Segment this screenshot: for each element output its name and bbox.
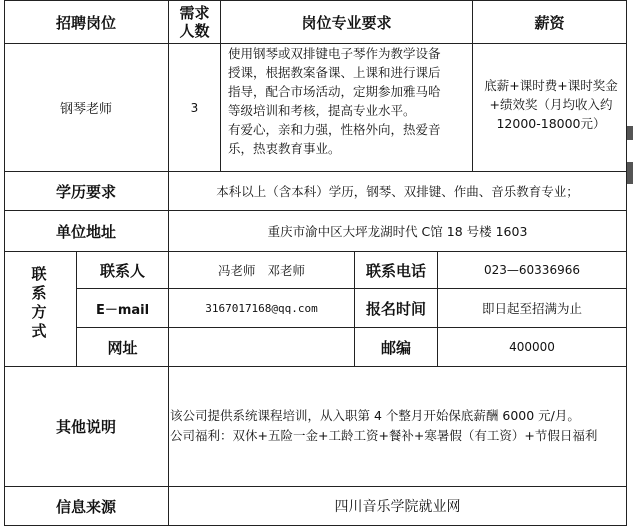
contact-person-value: 冯老师 邓老师: [218, 263, 305, 278]
contact-phone-label: 联系电话: [365, 261, 426, 280]
header-headcount-line1: 需求: [179, 4, 210, 22]
other-text: [170, 406, 630, 446]
other-line: 公司福利：双休+五险一金+工龄工资+餐补+寒暑假（有工资）+节假日福利: [170, 428, 598, 443]
edge-mark: [627, 126, 633, 140]
source-label: 信息来源: [55, 497, 116, 516]
address-label: 单位地址: [55, 222, 116, 241]
salary-line: 底薪+课时费+课时奖金: [484, 78, 618, 93]
header-headcount: [169, 1, 220, 43]
table-border-bottom: [4, 525, 627, 526]
salary-line: 12000-18000元）: [496, 116, 606, 131]
contact-char: 系: [31, 284, 47, 302]
contact-email-label: E－mail: [95, 302, 150, 318]
header-headcount-line2: 人数: [179, 22, 210, 40]
contact-char: 联: [31, 265, 47, 283]
requirement-line: 乐，热衷教育事业。: [228, 141, 341, 156]
requirement-line: 指导，配合市场活动，定期参加雅马哈: [228, 84, 441, 99]
job-title: 钢琴老师: [59, 102, 112, 117]
header-requirements: 岗位专业要求: [301, 13, 392, 32]
address-value: 重庆市渝中区大坪龙湖时代 C馆 18 号楼 1603: [267, 224, 528, 239]
contact-postcode-label: 邮编: [380, 338, 411, 357]
requirement-line: 授课，根据教案备课、上课和进行课后: [228, 65, 441, 80]
contact-time-label: 报名时间: [365, 299, 426, 318]
source-value: 四川音乐学院就业网: [334, 499, 461, 515]
table-border-right: [626, 0, 627, 526]
contact-website-label: 网址: [107, 338, 138, 357]
requirement-line: 有爱心，亲和力强，性格外向，热爱音: [228, 122, 441, 137]
header-position: 招聘岗位: [55, 13, 116, 32]
contact-section-label: [22, 265, 56, 341]
contact-phone-value: 023—60336966: [484, 263, 580, 277]
header-salary: 薪资: [534, 13, 565, 32]
contact-time-value: 即日起至招满为止: [481, 301, 582, 316]
other-line: 该公司提供系统课程培训，从入职第 4 个整月开始保底薪酬 6000 元/月。: [170, 408, 580, 423]
education-label: 学历要求: [55, 182, 116, 201]
contact-person-label: 联系人: [99, 261, 145, 280]
job-headcount: 3: [190, 100, 199, 115]
contact-postcode-value: 400000: [509, 340, 555, 354]
job-requirements: [228, 44, 468, 158]
contact-char: 方: [31, 303, 47, 321]
contact-char: 式: [31, 322, 47, 340]
job-salary: [476, 76, 626, 133]
contact-website-value: [169, 328, 354, 366]
other-label: 其他说明: [55, 418, 116, 436]
requirement-line: 等级培训和考核，提高专业水平。: [228, 103, 416, 118]
edge-mark: [627, 162, 633, 184]
education-value: 本科以上（含本科）学历，钢琴、双排键、作曲、音乐教育专业；: [216, 184, 579, 199]
requirement-line: 使用钢琴或双排键电子琴作为教学设备: [228, 46, 441, 61]
contact-email-value: 3167017168@qq.com: [205, 301, 318, 315]
salary-line: +绩效奖（月均收入约: [489, 97, 613, 112]
